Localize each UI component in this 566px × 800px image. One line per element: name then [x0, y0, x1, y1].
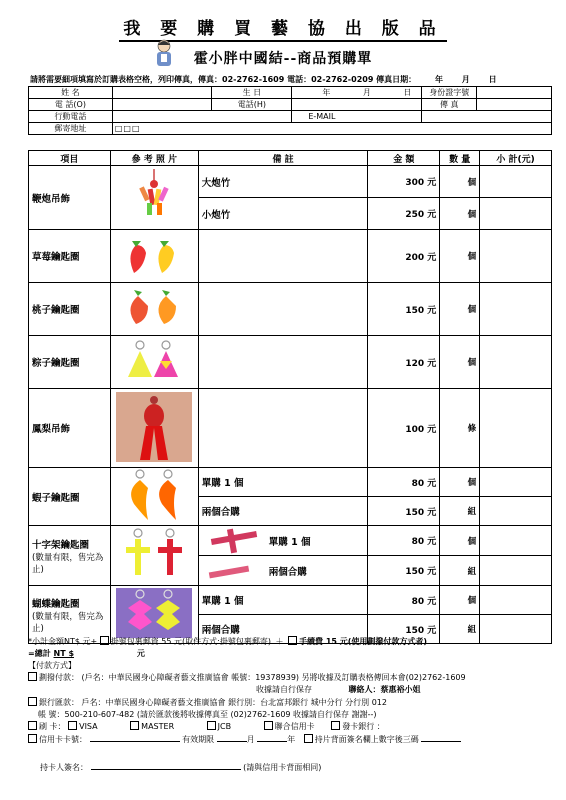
product-option-price: 150 元: [368, 615, 440, 644]
postal-note-line: 收據請自行保存 聯絡人：蔡惠裕小姐: [256, 685, 421, 694]
product-limit-note: (數量有限，售完為止): [32, 552, 104, 575]
address-label: 郵寄地址: [29, 123, 113, 135]
product-option-price: 100 元: [368, 389, 440, 468]
total-line: =總計 NT $ 元: [28, 649, 145, 658]
table-row: [29, 283, 552, 336]
union-card-checkbox[interactable]: [264, 721, 273, 730]
product-option-note: [198, 283, 368, 336]
product-option-note: 小炮竹: [198, 198, 368, 230]
table-row: [29, 336, 552, 389]
product-option-price: 300 元: [368, 166, 440, 198]
fax-label: 傳 真: [422, 99, 477, 111]
product-option-note: 大炮竹: [198, 166, 368, 198]
product-photo: [110, 283, 198, 336]
product-name-cell: [29, 526, 111, 586]
table-row: [29, 468, 552, 497]
card-number-checkbox[interactable]: [28, 734, 37, 743]
product-option-subtotal[interactable]: [480, 166, 552, 198]
product-name-cell: [29, 586, 111, 644]
credit-card-line: 刷 卡： VISA MASTER JCB 聯合信用卡 發卡銀行 ：: [28, 721, 552, 732]
product-name: 蝴蝶鑰匙圈: [32, 598, 80, 610]
product-option-price: 150 元: [368, 283, 440, 336]
product-option-note: [198, 336, 368, 389]
email-label: E-MAIL: [292, 111, 422, 123]
product-name: 十字架鑰匙圈: [32, 539, 90, 551]
product-option-note-cell: [198, 526, 368, 556]
product-photo: [110, 166, 198, 230]
product-option-note: 兩個合購: [268, 566, 307, 578]
expiry-month-field[interactable]: [217, 741, 247, 742]
product-option-subtotal[interactable]: [480, 586, 552, 615]
product-option-price: 200 元: [368, 230, 440, 283]
product-option-note: [198, 389, 368, 468]
product-option-note: 兩個合購: [198, 615, 368, 644]
signature-line: 持卡人簽名： (請與信用卡背面相同): [40, 763, 322, 772]
bank-transfer-line: 銀行匯款： 戶名：中華民國身心障礙者藝文推廣協會 銀行別：台北富邦銀行 城中分行 分行別 012: [28, 697, 552, 708]
product-option-subtotal[interactable]: [480, 283, 552, 336]
product-option-subtotal[interactable]: [480, 389, 552, 468]
product-option-subtotal[interactable]: [480, 526, 552, 556]
expiry-year-field[interactable]: [257, 741, 287, 742]
phone-h-label: 電話(H): [212, 99, 292, 111]
phone-o-label: 電 話(O): [29, 99, 113, 111]
fee-checkbox[interactable]: [288, 636, 297, 645]
product-option-subtotal[interactable]: [480, 198, 552, 230]
product-photo: [110, 526, 198, 586]
email-field[interactable]: [422, 111, 552, 123]
table-row: [29, 166, 552, 198]
postal-transfer-checkbox[interactable]: [28, 672, 37, 681]
product-name: 鞭炮吊飾: [29, 166, 111, 230]
product-option-note: [198, 230, 368, 283]
col-header-subtotal: 小 計(元): [480, 151, 552, 166]
product-name: 桃子鑰匙圈: [29, 283, 111, 336]
product-option-price: 150 元: [368, 497, 440, 526]
card-number-field[interactable]: [90, 741, 180, 742]
card-number-line: 信用卡卡號： 有效期限 月 年 持片背面簽名欄上數字後三碼: [28, 734, 552, 745]
product-option-qty[interactable]: 個: [440, 468, 480, 497]
product-option-price: 80 元: [368, 586, 440, 615]
visa-checkbox[interactable]: [68, 721, 77, 730]
form-subtitle: 霍小胖中國結--商品預購單: [193, 51, 373, 67]
postal-code-boxes[interactable]: □□□: [114, 124, 141, 133]
product-option-qty[interactable]: 條: [440, 389, 480, 468]
product-photo: [110, 230, 198, 283]
name-label: 姓 名: [29, 87, 113, 99]
id-label: 身份證字號: [422, 87, 477, 99]
signature-field[interactable]: [91, 769, 241, 770]
product-option-qty[interactable]: 個: [440, 230, 480, 283]
product-option-qty[interactable]: 個: [440, 283, 480, 336]
mobile-label: 行動電話: [29, 111, 113, 123]
product-photo: [110, 389, 198, 468]
product-photo: [110, 468, 198, 526]
product-option-qty[interactable]: 個: [440, 198, 480, 230]
bank-transfer-checkbox[interactable]: [28, 697, 37, 706]
page-title: 我 要 購 買 藝 協 出 版 品: [119, 14, 446, 42]
product-name: 鳳梨吊飾: [29, 389, 111, 468]
table-row: [29, 230, 552, 283]
shipping-checkbox[interactable]: [100, 636, 109, 645]
name-field[interactable]: [112, 87, 212, 99]
product-option-qty[interactable]: 組: [440, 556, 480, 586]
table-row: [29, 389, 552, 468]
product-option-note-cell: [198, 556, 368, 586]
payment-title: 【付款方式】: [28, 661, 76, 670]
product-option-note: 單購 1 個: [198, 468, 368, 497]
product-name: 草莓鑰匙圈: [29, 230, 111, 283]
product-option-subtotal[interactable]: [480, 497, 552, 526]
product-option-subtotal[interactable]: [480, 336, 552, 389]
product-option-price: 80 元: [368, 526, 440, 556]
col-header-note: 備 註: [198, 151, 368, 166]
product-option-qty[interactable]: 組: [440, 615, 480, 644]
product-option-note: 單購 1 個: [198, 586, 368, 615]
product-option-price: 250 元: [368, 198, 440, 230]
product-option-subtotal[interactable]: [480, 230, 552, 283]
phone-o-field[interactable]: [112, 99, 212, 111]
customer-info-table: [28, 86, 552, 135]
product-option-qty[interactable]: 個: [440, 526, 480, 556]
address-field[interactable]: [112, 123, 551, 135]
subtotal-line: *小計金額NT$ 元+ 掛號包裹郵資 55 元(取件方式:掛號包裹郵寄) ＋ 手續費 15 元(使用劃撥付款方式者): [28, 637, 428, 646]
credit-card-checkbox[interactable]: [28, 721, 37, 730]
product-photo: [110, 336, 198, 389]
cvv-field[interactable]: [421, 741, 461, 742]
product-photo: [110, 586, 198, 644]
birthday-label: 生 日: [212, 87, 292, 99]
product-limit-note: (數量有限，售完為止): [32, 611, 104, 634]
table-row: [29, 526, 552, 556]
product-option-price: 80 元: [368, 468, 440, 497]
product-option-subtotal[interactable]: [480, 556, 552, 586]
master-checkbox[interactable]: [130, 721, 139, 730]
product-name: 蝦子鑰匙圈: [29, 468, 111, 526]
cross-photo-small: [199, 527, 265, 555]
product-option-price: 120 元: [368, 336, 440, 389]
product-option-qty[interactable]: 個: [440, 166, 480, 198]
product-option-note: 兩個合購: [198, 497, 368, 526]
cvv-checkbox[interactable]: [304, 734, 313, 743]
product-option-price: 150 元: [368, 556, 440, 586]
id-field[interactable]: [477, 87, 552, 99]
product-option-subtotal[interactable]: [480, 468, 552, 497]
birthday-field[interactable]: 年 月 日: [292, 87, 422, 99]
cross-photo-small: [199, 557, 265, 585]
mobile-field[interactable]: [112, 111, 291, 123]
product-option-note: 單購 1 個: [268, 536, 311, 548]
bank-account-line: 帳 號：500-210-607-482 (請於匯款後將收據傳真至 (02)2762-1609 收據請自行保存 謝謝--): [38, 710, 377, 719]
issuing-bank-checkbox[interactable]: [331, 721, 340, 730]
jcb-checkbox[interactable]: [207, 721, 216, 730]
col-header-qty: 數 量: [440, 151, 480, 166]
postal-transfer-line: 劃撥付款： (戶名：中華民國身心障礙者藝文推廣協會 帳號：19378939) 另將收據及訂購表格傳回本會(02)2762-1609: [28, 672, 552, 683]
product-option-qty[interactable]: 組: [440, 497, 480, 526]
product-name: 粽子鑰匙圈: [29, 336, 111, 389]
col-header-price: 金 額: [368, 151, 440, 166]
phone-h-field[interactable]: [292, 99, 422, 111]
product-table: [28, 150, 552, 644]
fax-field[interactable]: [477, 99, 552, 111]
product-option-qty[interactable]: 個: [440, 586, 480, 615]
col-header-photo: 參 考 照 片: [110, 151, 198, 166]
product-option-qty[interactable]: 個: [440, 336, 480, 389]
instruction-line: 請將需要細項填寫於訂購表格空格，列印傳真，傳真：02-2762-1609 電話：02-2762-0209 傳真日期： 年 月 日: [30, 75, 497, 84]
col-header-item: 項目: [29, 151, 111, 166]
table-row: [29, 586, 552, 615]
